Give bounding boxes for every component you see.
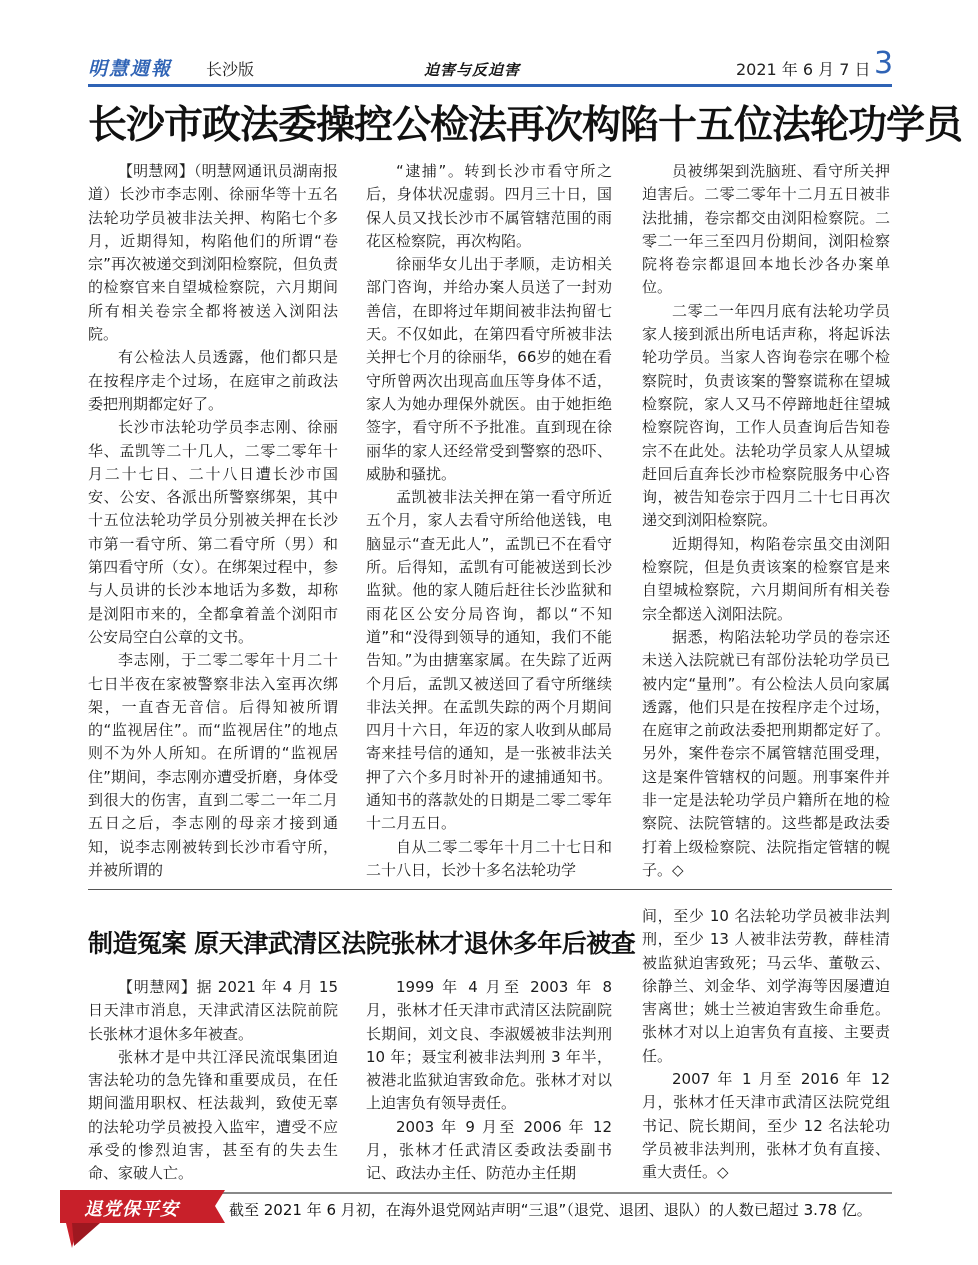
article2-column-3 xyxy=(642,905,890,1185)
paragraph: 2007 年 1 月至 2016 年 12 月，张林才任天津市武清区法院党组书记、院长期间，至少 12 名法轮功学员被非法判刑，张林才负有直接、重大责任。◇ xyxy=(642,1070,890,1182)
paragraph: 张林才是中共江泽民流氓集团迫害法轮功的急先锋和重要成员，在任期间滥用职权、枉法裁判，致使无辜的法轮功学员被投入监牢，遭受不应承受的惨烈迫害，甚至有的失去生命、家破人亡。 xyxy=(88,1047,338,1183)
article1-column-1 xyxy=(88,160,338,882)
footer-notice: 截至 2021 年 6 月初，在海外退党网站声明“三退”（退党、退团、退队）的人数已超过 3.78 亿。 xyxy=(229,1201,872,1219)
paragraph: 有公检法人员透露，他们都只是在按程序走个过场，在庭审之前政法委把刑期都定好了。 xyxy=(88,348,338,413)
paragraph: 长沙市法轮功学员李志刚、徐丽华、孟凯等二十几人，二零二零年十月二十七日、二十八日遭长沙市国安、公安、各派出所警察绑架，其中十五位法轮功学员分别被关押在长沙市第一看守所、第二看守所（男）和第四看守所（女）。在绑架过程中，参与人员讲的长沙本地话为多数，却称是浏阳市来的，全都拿着盖个浏阳市公安局空白公章的文书。 xyxy=(88,418,338,646)
paragraph: 间，至少 10 名法轮功学员被非法判刑，至少 13 人被非法劳教，薛桂清被监狱迫害致死；马云华、董敬云、徐静兰、刘金华、刘学海等因屡遭迫害离世；姚士兰被迫害致生命垂危。张林才对以上迫害负有直接、主要责任。 xyxy=(642,907,890,1065)
article2-headline: 制造冤案 原天津武清区法院张林才退休多年后被查 xyxy=(88,929,636,958)
article1-column-3 xyxy=(642,160,890,882)
article2-column-1 xyxy=(88,976,338,1186)
paragraph: 孟凯被非法关押在第一看守所近五个月，家人去看守所给他送钱，电脑显示“查无此人”，孟凯已不在看守所。后得知，孟凯有可能被送到长沙监狱。他的家人随后赶往长沙监狱和雨花区公安分局咨询，都以“不知道”和“没得到领导的通知，我们不能告知。”为由搪塞家属。在失踪了近两个月后，孟凯又被送回了看守所继续非法关押。在孟凯失踪的两个月期间四月十六日，年迈的家人收到从邮局寄来挂号信的通知，是一张被非法关押了六个多月时补开的逮捕通知书。通知书的落款处的日期是二零二零年十二月五日。 xyxy=(366,488,612,833)
paragraph: 徐丽华女儿出于孝顺，走访相关部门咨询，并给办案人员送了一封劝善信，在即将过年期间被非法拘留七天。不仅如此，在第四看守所被非法关押七个月的徐丽华，66岁的她在看守所曾两次出现高血压等身体不适，家人为她办理保外就医。由于她拒绝签字，看守所不予批准。直到现在徐丽华的家人还经常受到警察的恐吓、威胁和骚扰。 xyxy=(366,255,612,483)
paragraph: 李志刚，于二零二零年十月二十七日半夜在家被警察非法入室再次绑架，一直杳无音信。后得知被所谓的“监视居住”。而“监视居住”的地点则不为外人所知。在所谓的“监视居住”期间，李志刚亦遭受折磨，身体受到很大的伤害，直到二零二一年二月五日之后，李志刚的母亲才接到通知，说李志刚被转到长沙市看守所，并被所谓的 xyxy=(88,651,338,879)
badge-label: 退党保平安 xyxy=(84,1199,179,1220)
article-divider xyxy=(88,889,892,890)
masthead xyxy=(88,46,894,84)
issue-date: 2021 年 6 月 7 日 xyxy=(736,60,871,79)
paragraph: 据悉，构陷法轮功学员的卷宗还未送入法院就已有部份法轮功学员已被内定“量刑”。有公检法人员向家属透露，他们只是在按程序走个过场，在庭审之前政法委把刑期都定好了。另外，案件卷宗不属管辖范围受理，这是案件管辖权的问题。刑事案件并非一定是法轮功学员户籍所在地的检察院、法院管辖的。这些都是政法委打着上级检察院、法院指定管辖的幌子。◇ xyxy=(642,627,890,879)
paragraph: “逮捕”。转到长沙市看守所之后，身体状况虚弱。四月三十日，国保人员又找长沙市不属管辖范围的雨花区检察院，再次构陷。 xyxy=(366,162,612,250)
section-title: 迫害与反迫害 xyxy=(424,61,521,79)
paragraph: 二零二一年四月底有法轮功学员家人接到派出所电话声称，将起诉法轮功学员。当家人咨询卷宗在哪个检察院时，负责该案的警察谎称在望城检察院，家人又马不停蹄地赶往望城检察院咨询，工作人员查询后告知卷宗不在此处。法轮功学员家人从望城赶回后直奔长沙市检察院服务中心咨询，被告知卷宗于四月二十七日再次递交到浏阳检察院。 xyxy=(642,301,890,530)
paragraph: 近期得知，构陷卷宗虽交由浏阳检察院，但是负责该案的检察官是来自望城检察院，六月期间所有相关卷宗全都送入浏阳法院。 xyxy=(642,534,890,623)
paragraph: 员被绑架到洗脑班、看守所关押迫害后。二零二零年十二月五日被非法批捕，卷宗都交由浏阳检察院。二零二一年三至四月份期间，浏阳检察院将卷宗都退回本地长沙各办案单位。 xyxy=(642,162,890,297)
article1-headline: 长沙市政法委操控公检法再次构陷十五位法轮功学员 xyxy=(88,103,963,148)
paragraph: 【明慧网】据 2021 年 4 月 15 日天津市消息，天津武清区法院前院长张林才退休多年被查。 xyxy=(88,978,338,1043)
quit-party-badge xyxy=(60,1190,225,1226)
edition-label: 长沙版 xyxy=(206,60,255,79)
header-rule xyxy=(88,84,892,87)
paragraph: 自从二零二零年十月二十七日和二十八日，长沙十多名法轮功学 xyxy=(366,837,612,879)
page-number: 3 xyxy=(874,46,894,81)
paragraph: 【明慧网】（明慧网通讯员湖南报道）长沙市李志刚、徐丽华等十五名法轮功学员被非法关押、构陷七个多月，近期得知，构陷他们的所谓“卷宗”再次被递交到浏阳检察院，但负责的检察官来自望城检察院，六月期间所有相关卷宗全都将被送入浏阳法院。 xyxy=(88,162,338,344)
paragraph: 2003 年 9 月至 2006 年 12 月，张林才任武清区委政法委副书记、政法办主任、防范办主任期 xyxy=(366,1117,612,1183)
newspaper-brand: 明慧週報 xyxy=(88,58,173,80)
paragraph: 1999 年 4 月至 2003 年 8 月，张林才任天津市武清区法院副院长期间，刘文良、李淑媛被非法判刑 10 年；聂宝利被非法判刑 3 年半，被港北监狱迫害致命危。张林才对以上迫害负有领导责任。 xyxy=(366,978,612,1113)
article2-column-2 xyxy=(366,976,612,1186)
article1-column-2 xyxy=(366,160,612,882)
